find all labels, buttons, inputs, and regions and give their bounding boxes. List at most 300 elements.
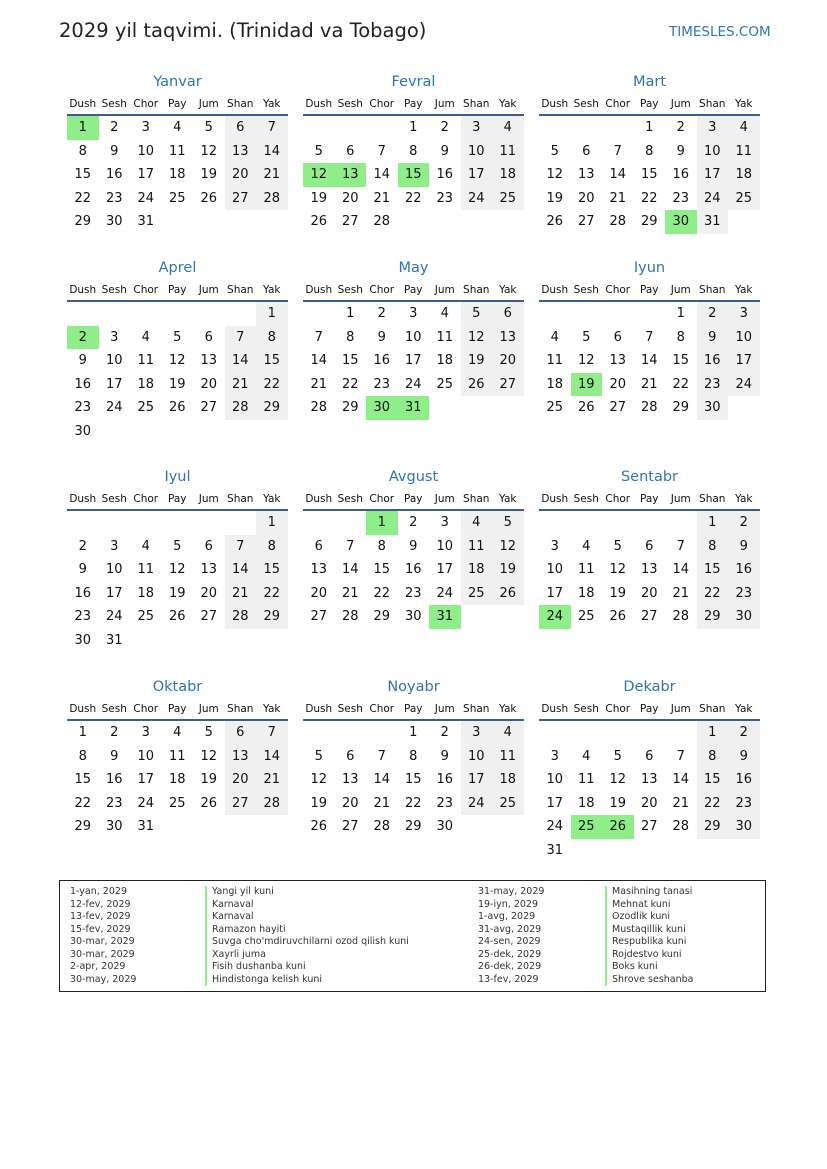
day-cell: 5	[492, 511, 524, 535]
day-cell: 10	[728, 326, 760, 350]
weekday-header	[67, 703, 288, 721]
day-cell: 16	[373, 353, 391, 368]
month-oktabr	[67, 675, 288, 866]
day-cell: 23	[697, 373, 729, 397]
day-cell: 17	[728, 349, 760, 373]
day-cell: 23	[105, 190, 123, 206]
day-cell: 5	[613, 538, 622, 554]
holiday-day-cell: 30	[366, 396, 398, 420]
month-name: Oktabr	[152, 679, 203, 695]
day-cell: 30	[728, 605, 760, 629]
weekday-label: Jum	[198, 493, 219, 505]
day-cell: 26	[168, 609, 186, 624]
day-cell: 17	[697, 163, 729, 187]
day-cell: 11	[137, 353, 155, 368]
day-cell: 20	[640, 585, 658, 601]
weekday-label: Jum	[198, 98, 219, 110]
day-cell: 13	[577, 167, 595, 182]
month-yanvar	[67, 70, 288, 261]
day-cell: 22	[697, 582, 729, 606]
day-cell: 5	[204, 120, 213, 135]
day-cell: 9	[676, 143, 685, 159]
day-cell: 14	[373, 772, 391, 787]
day-cell: 24	[697, 187, 729, 211]
day-cell: 29	[74, 214, 92, 229]
weekday-label: Chor	[605, 703, 631, 715]
day-cell: 22	[256, 582, 288, 606]
weekday-label: Pay	[403, 284, 423, 296]
weekday-label: Dush	[69, 703, 97, 715]
weekday-label: Yak	[499, 493, 517, 505]
day-cell: 10	[461, 140, 493, 164]
day-cell: 6	[225, 116, 257, 140]
day-cell: 24	[105, 609, 123, 624]
day-cell: 23	[373, 376, 391, 392]
day-cell: 29	[256, 605, 288, 629]
day-cell: 9	[78, 353, 87, 368]
day-cell: 22	[404, 190, 422, 206]
day-cell: 3	[141, 725, 150, 740]
holiday-date: 25-dek, 2029	[478, 948, 542, 960]
day-cell: 20	[225, 768, 257, 792]
holiday-name: Mehnat kuni	[605, 899, 671, 912]
day-cell: 24	[461, 792, 493, 816]
day-cell: 1	[697, 721, 729, 745]
day-cell: 10	[546, 772, 564, 787]
holiday-date: 30-mar, 2029	[70, 948, 135, 960]
weekday-label: Chor	[369, 703, 395, 715]
weekday-header	[539, 493, 760, 511]
holiday-row	[70, 924, 350, 937]
holiday-day-cell: 30	[665, 210, 697, 234]
weekday-label: Yak	[735, 703, 753, 715]
day-cell: 6	[204, 329, 213, 345]
holiday-name: Xayrli juma	[205, 949, 266, 962]
day-cell: 22	[74, 190, 92, 206]
day-cell: 19	[492, 558, 524, 582]
day-cell: 15	[697, 558, 729, 582]
day-cell: 29	[672, 400, 690, 415]
day-cell: 4	[141, 538, 150, 554]
month-sentabr	[539, 465, 760, 656]
weekday-label: Dush	[69, 493, 97, 505]
weekday-label: Jum	[670, 284, 691, 296]
holiday-name: Yangi yil kuni	[205, 886, 274, 899]
weekday-label: Jum	[434, 493, 455, 505]
day-cell: 29	[404, 819, 422, 834]
day-cell: 6	[582, 143, 591, 159]
day-cell: 27	[640, 819, 658, 834]
brand-link[interactable]: TIMESLES.COM	[669, 24, 771, 40]
day-cell: 8	[346, 329, 355, 345]
day-cell: 21	[640, 376, 658, 392]
day-cell: 22	[640, 190, 658, 206]
month-mart	[539, 70, 760, 261]
day-cell: 9	[440, 143, 449, 159]
day-cell: 18	[492, 163, 524, 187]
day-cell: 6	[346, 748, 355, 764]
weekday-label: Shan	[227, 493, 254, 505]
day-cell: 18	[168, 167, 186, 182]
day-cell: 5	[613, 748, 622, 764]
day-cell: 7	[314, 329, 323, 345]
day-cell: 1	[676, 306, 685, 321]
day-cell: 26	[577, 400, 595, 415]
day-cell: 11	[137, 562, 155, 577]
month-name: Iyun	[633, 260, 666, 276]
day-cell: 18	[546, 376, 564, 392]
holiday-day-cell: 31	[398, 396, 430, 420]
day-cell: 14	[256, 140, 288, 164]
day-cell: 23	[436, 190, 454, 206]
day-cell: 7	[377, 143, 386, 159]
day-cell: 2	[728, 721, 760, 745]
holiday-day-cell: 12	[303, 163, 335, 187]
day-cell: 7	[346, 538, 355, 554]
day-cell: 16	[105, 167, 123, 182]
day-cell: 20	[200, 585, 218, 601]
day-cell: 2	[110, 120, 119, 135]
holiday-day-cell: 1	[366, 511, 398, 535]
weekday-label: Yak	[263, 493, 281, 505]
day-cell: 27	[341, 819, 359, 834]
day-cell: 29	[373, 609, 391, 624]
weekday-label: Chor	[369, 284, 395, 296]
weekday-label: Jum	[198, 703, 219, 715]
day-cell: 1	[409, 725, 418, 740]
holiday-date: 30-mar, 2029	[70, 936, 135, 947]
weekday-label: Dush	[69, 98, 97, 110]
month-iyul	[67, 465, 288, 656]
day-cell: 14	[609, 167, 627, 182]
day-cell: 17	[105, 376, 123, 392]
day-cell: 21	[256, 163, 288, 187]
day-cell: 19	[168, 585, 186, 601]
day-cell: 5	[173, 329, 182, 345]
weekday-label: Sesh	[573, 98, 599, 110]
day-cell: 20	[341, 190, 359, 206]
month-name: Fevral	[391, 74, 436, 90]
day-cell: 20	[609, 376, 627, 392]
weekday-label: Chor	[133, 493, 159, 505]
day-cell: 5	[461, 302, 493, 326]
day-cell: 27	[200, 400, 218, 415]
day-cell: 4	[492, 116, 524, 140]
day-cell: 31	[697, 210, 729, 234]
day-cell: 10	[436, 538, 454, 554]
day-cell: 25	[137, 400, 155, 415]
day-cell: 29	[640, 214, 658, 229]
day-cell: 1	[645, 120, 654, 135]
weekday-label: Sesh	[337, 98, 363, 110]
day-cell: 21	[609, 190, 627, 206]
day-cell: 20	[225, 163, 257, 187]
weekday-label: Shan	[227, 284, 254, 296]
day-cell: 7	[256, 721, 288, 745]
day-cell: 17	[461, 163, 493, 187]
day-cell: 1	[409, 120, 418, 135]
weekday-label: Pay	[167, 493, 187, 505]
holiday-date: 13-fev, 2029	[70, 911, 131, 922]
day-cell: 12	[609, 772, 627, 787]
day-cell: 13	[341, 772, 359, 787]
holiday-row	[478, 899, 758, 912]
weekday-label: Jum	[198, 284, 219, 296]
weekday-label: Sesh	[337, 703, 363, 715]
weekday-label: Sesh	[101, 284, 127, 296]
day-cell: 15	[672, 353, 690, 368]
day-cell: 14	[225, 558, 257, 582]
day-cell: 13	[225, 140, 257, 164]
day-cell: 23	[672, 190, 690, 206]
weekday-label: Yak	[735, 493, 753, 505]
weekday-label: Chor	[133, 703, 159, 715]
month-fevral	[303, 70, 524, 261]
day-cell: 29	[74, 819, 92, 834]
day-cell: 16	[436, 772, 454, 787]
holiday-name: Ramazon hayiti	[205, 924, 286, 937]
day-cell: 11	[436, 329, 454, 345]
day-cell: 28	[256, 792, 288, 816]
weekday-label: Jum	[434, 284, 455, 296]
day-cell: 29	[256, 396, 288, 420]
day-cell: 29	[697, 815, 729, 839]
holiday-row	[478, 936, 758, 949]
day-cell: 11	[546, 353, 564, 368]
month-aprel	[67, 256, 288, 447]
day-cell: 25	[492, 187, 524, 211]
day-cell: 24	[546, 819, 564, 834]
day-cell: 3	[550, 538, 559, 554]
month-name: Yanvar	[153, 74, 202, 90]
weekday-label: Dush	[541, 493, 569, 505]
day-cell: 25	[546, 400, 564, 415]
day-cell: 30	[105, 819, 123, 834]
day-cell: 10	[105, 353, 123, 368]
day-cell: 19	[310, 795, 328, 811]
day-cell: 1	[346, 306, 355, 321]
day-cell: 19	[168, 376, 186, 392]
day-cell: 9	[728, 745, 760, 769]
weekday-label: Chor	[605, 493, 631, 505]
weekday-label: Dush	[541, 284, 569, 296]
day-cell: 21	[373, 795, 391, 811]
day-cell: 16	[436, 167, 454, 182]
day-cell: 17	[546, 795, 564, 811]
weekday-header	[303, 98, 524, 116]
day-cell: 14	[672, 562, 690, 577]
day-cell: 3	[110, 538, 119, 554]
weekday-label: Dush	[305, 98, 333, 110]
weekday-header	[539, 284, 760, 302]
day-cell: 8	[697, 535, 729, 559]
day-cell: 23	[74, 609, 92, 624]
day-cell: 4	[173, 725, 182, 740]
day-cell: 28	[225, 605, 257, 629]
day-cell: 13	[640, 772, 658, 787]
weekday-label: Dush	[305, 493, 333, 505]
day-cell: 21	[672, 795, 690, 811]
day-cell: 22	[74, 795, 92, 811]
day-cell: 10	[137, 143, 155, 159]
weekday-label: Chor	[369, 493, 395, 505]
day-cell: 19	[200, 772, 218, 787]
day-cell: 2	[409, 515, 418, 530]
month-name: Aprel	[158, 260, 197, 276]
day-cell: 17	[546, 585, 564, 601]
day-cell: 16	[672, 167, 690, 182]
holiday-date: 30-may, 2029	[70, 973, 137, 985]
day-cell: 2	[697, 302, 729, 326]
day-cell: 17	[137, 167, 155, 182]
day-cell: 21	[225, 373, 257, 397]
weekday-label: Pay	[167, 703, 187, 715]
holiday-row	[70, 974, 350, 987]
day-cell: 12	[200, 143, 218, 159]
day-cell: 30	[74, 423, 92, 439]
day-cell: 31	[137, 214, 155, 229]
day-cell: 21	[672, 585, 690, 601]
day-cell: 14	[672, 772, 690, 787]
day-cell: 19	[546, 190, 564, 206]
day-cell: 16	[728, 558, 760, 582]
holiday-date: 26-dek, 2029	[478, 961, 542, 972]
month-name: Iyul	[164, 469, 191, 485]
weekday-label: Jum	[670, 98, 691, 110]
holiday-date: 31-avg, 2029	[478, 923, 542, 935]
day-cell: 26	[200, 795, 218, 811]
holiday-date: 1-avg, 2029	[478, 911, 536, 922]
weekday-label: Pay	[639, 703, 659, 715]
day-cell: 26	[492, 582, 524, 606]
day-cell: 24	[137, 190, 155, 206]
weekday-label: Shan	[463, 284, 490, 296]
day-cell: 3	[550, 748, 559, 764]
page-title: 2029 yil taqvimi. (Trinidad va Tobago)	[59, 19, 427, 42]
day-cell: 15	[697, 768, 729, 792]
day-cell: 6	[314, 538, 323, 554]
day-cell: 3	[461, 721, 493, 745]
day-cell: 14	[225, 349, 257, 373]
day-cell: 13	[225, 745, 257, 769]
weekday-label: Jum	[670, 703, 691, 715]
day-cell: 18	[492, 768, 524, 792]
day-cell: 21	[256, 768, 288, 792]
day-cell: 29	[697, 605, 729, 629]
day-cell: 28	[373, 819, 391, 834]
day-cell: 15	[404, 772, 422, 787]
day-cell: 19	[310, 190, 328, 206]
weekday-label: Jum	[434, 98, 455, 110]
holiday-row	[70, 949, 350, 962]
holiday-column	[70, 886, 409, 986]
day-cell: 24	[105, 400, 123, 415]
day-cell: 24	[728, 373, 760, 397]
weekday-label: Yak	[499, 284, 517, 296]
day-cell: 1	[256, 511, 288, 535]
day-cell: 2	[377, 306, 386, 321]
day-cell: 6	[613, 329, 622, 345]
weekday-label: Shan	[463, 493, 490, 505]
day-cell: 25	[492, 792, 524, 816]
weekday-label: Sesh	[101, 493, 127, 505]
holiday-date: 1-yan, 2029	[70, 886, 127, 897]
day-cell: 7	[613, 143, 622, 159]
day-cell: 12	[200, 748, 218, 764]
day-cell: 6	[492, 302, 524, 326]
weekday-label: Chor	[133, 98, 159, 110]
day-cell: 13	[310, 562, 328, 577]
day-cell: 20	[341, 795, 359, 811]
day-cell: 1	[78, 725, 87, 740]
day-cell: 10	[105, 562, 123, 577]
day-cell: 26	[546, 214, 564, 229]
day-cell: 11	[728, 140, 760, 164]
day-cell: 19	[609, 585, 627, 601]
day-cell: 23	[728, 582, 760, 606]
weekday-label: Sesh	[573, 703, 599, 715]
day-cell: 12	[492, 535, 524, 559]
weekday-header	[303, 493, 524, 511]
day-cell: 18	[461, 558, 493, 582]
holiday-date: 19-iyn, 2029	[478, 898, 539, 910]
weekday-label: Sesh	[337, 284, 363, 296]
weekday-label: Yak	[499, 98, 517, 110]
day-cell: 10	[461, 745, 493, 769]
day-cell: 27	[492, 373, 524, 397]
month-iyun	[539, 256, 760, 447]
day-cell: 6	[645, 538, 654, 554]
day-cell: 2	[110, 725, 119, 740]
month-name: Dekabr	[623, 679, 676, 695]
day-cell: 5	[314, 748, 323, 764]
day-cell: 23	[105, 795, 123, 811]
weekday-label: Chor	[605, 98, 631, 110]
day-cell: 3	[728, 302, 760, 326]
day-cell: 30	[105, 214, 123, 229]
day-cell: 15	[341, 353, 359, 368]
day-cell: 12	[168, 353, 186, 368]
day-cell: 28	[640, 400, 658, 415]
day-cell: 18	[577, 795, 595, 811]
day-cell: 22	[404, 795, 422, 811]
weekday-header	[539, 98, 760, 116]
holiday-row	[478, 949, 758, 962]
day-cell: 8	[409, 143, 418, 159]
holiday-name: Fisih dushanba kuni	[205, 961, 306, 974]
holiday-row	[70, 911, 350, 924]
weekday-label: Shan	[227, 98, 254, 110]
day-cell: 15	[74, 167, 92, 182]
day-cell: 27	[341, 214, 359, 229]
holiday-day-cell: 26	[602, 815, 634, 839]
holiday-day-cell: 25	[571, 815, 603, 839]
month-name: Mart	[632, 74, 667, 90]
day-cell: 28	[672, 609, 690, 624]
day-cell: 27	[200, 609, 218, 624]
weekday-label: Jum	[434, 703, 455, 715]
day-cell: 17	[105, 585, 123, 601]
day-cell: 31	[105, 632, 123, 648]
day-cell: 22	[373, 585, 391, 601]
day-cell: 7	[225, 326, 257, 350]
day-cell: 12	[609, 562, 627, 577]
day-cell: 7	[676, 538, 685, 554]
day-cell: 23	[436, 795, 454, 811]
day-cell: 25	[577, 609, 595, 624]
weekday-label: Shan	[699, 493, 726, 505]
weekday-label: Shan	[699, 284, 726, 296]
